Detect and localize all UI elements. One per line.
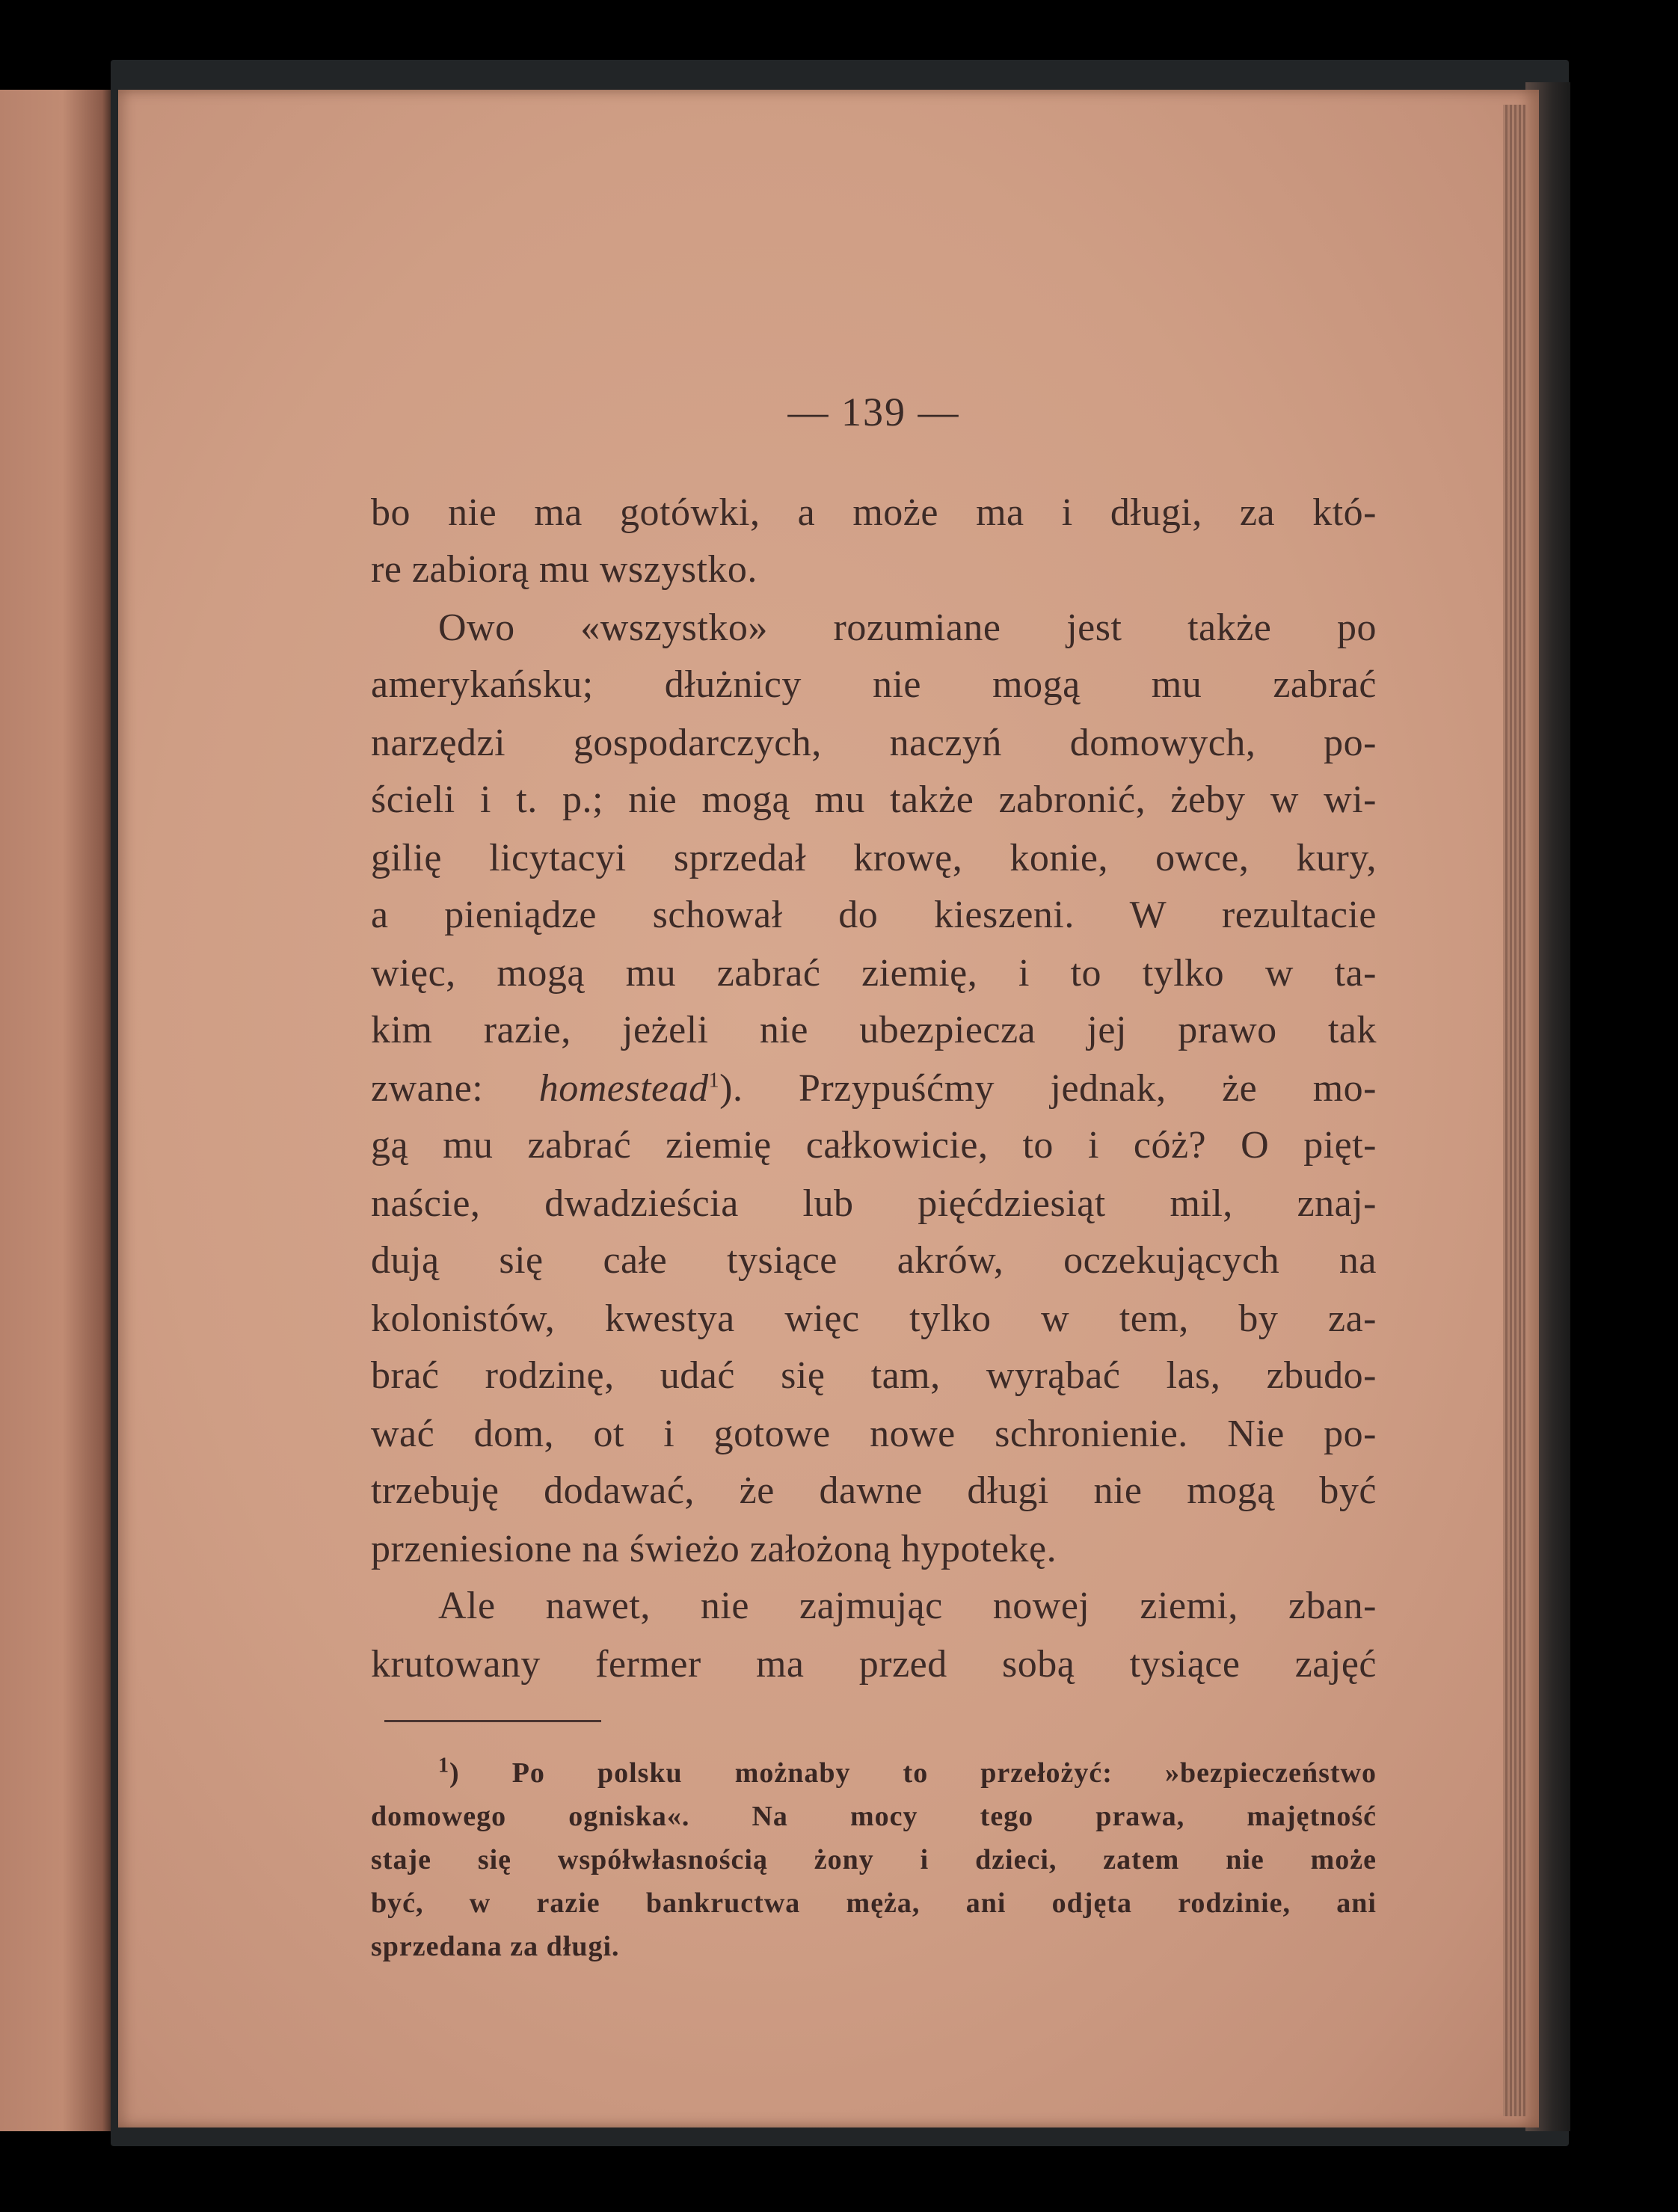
footnote-line: być, w razie bankructwa męża, ani odjęta rodzinie, ani bbox=[371, 1887, 1377, 1919]
text-line: a pieniądze schował do kieszeni. W rezultacie bbox=[371, 894, 1377, 936]
text-line: krutowany fermer ma przed sobą tysiące zajęć bbox=[371, 1643, 1377, 1686]
text-line: re zabiorą mu wszystko. bbox=[371, 548, 757, 591]
text-line: narzędzi gospodarczych, naczyń domowych, po- bbox=[371, 722, 1377, 764]
text-line: kolonistów, kwestya więc tylko w tem, by za- bbox=[371, 1297, 1377, 1340]
footnote-mark: 1 bbox=[438, 1754, 449, 1778]
text-line: amerykańsku; dłużnicy nie mogą mu zabrać bbox=[371, 663, 1377, 706]
text-line: przeniesione na świeżo założoną hypotekę. bbox=[371, 1528, 1057, 1570]
text-line: bo nie ma gotówki, a może ma i długi, za któ- bbox=[371, 491, 1377, 534]
footnote-reference: 1 bbox=[708, 1069, 720, 1093]
paragraph-start-line: Ale nawet, nie zajmując nowej ziemi, zban- bbox=[438, 1585, 1377, 1627]
text-line: kim razie, jeżeli nie ubezpiecza jej prawo tak bbox=[371, 1009, 1377, 1051]
text-fragment: ). Przypuśćmy jednak, że mo- bbox=[719, 1067, 1377, 1110]
footnote-text: ) Po polsku możnaby to przełożyć: »bezpieczeństwo bbox=[449, 1757, 1377, 1789]
italic-term: homestead bbox=[538, 1067, 709, 1110]
text-line: wać dom, ot i gotowe nowe schronienie. Nie po- bbox=[371, 1413, 1377, 1455]
text-fragment: zwane: bbox=[371, 1067, 484, 1110]
footnote-separator bbox=[384, 1720, 601, 1722]
previous-page-edge bbox=[0, 90, 114, 2131]
text-line: trzebuję dodawać, że dawne długi nie mogą być bbox=[371, 1469, 1377, 1512]
text-line: brać rodzinę, udać się tam, wyrąbać las, zbudo- bbox=[371, 1354, 1377, 1397]
footnote-line: domowego ogniska«. Na mocy tego prawa, majętność bbox=[371, 1801, 1377, 1832]
page-number: — 139 — bbox=[787, 390, 960, 434]
text-line-with-footnote-ref bbox=[371, 1060, 1377, 1117]
footnote-line: staje się współwłasnością żony i dzieci, zatem nie może bbox=[371, 1844, 1377, 1875]
text-line: gilię licytacyi sprzedał krowę, konie, owce, kury, bbox=[371, 837, 1377, 879]
paragraph-start-line: Owo «wszystko» rozumiane jest także po bbox=[438, 606, 1377, 649]
page-block-edge bbox=[1503, 105, 1525, 2116]
text-line: dują się całe tysiące akrów, oczekujących na bbox=[371, 1239, 1377, 1282]
text-line: ścieli i t. p.; nie mogą mu także zabronić, żeby w wi- bbox=[371, 778, 1377, 821]
footnote-line bbox=[371, 1751, 1377, 1795]
text-line: naście, dwadzieścia lub pięćdziesiąt mil, znaj- bbox=[371, 1182, 1377, 1225]
text-line: więc, mogą mu zabrać ziemię, i to tylko w ta- bbox=[371, 952, 1377, 995]
text-line: gą mu zabrać ziemię całkowicie, to i cóż? O pięt- bbox=[371, 1124, 1377, 1167]
book-page bbox=[118, 90, 1539, 2127]
footnote-line: sprzedana za długi. bbox=[371, 1931, 620, 1962]
